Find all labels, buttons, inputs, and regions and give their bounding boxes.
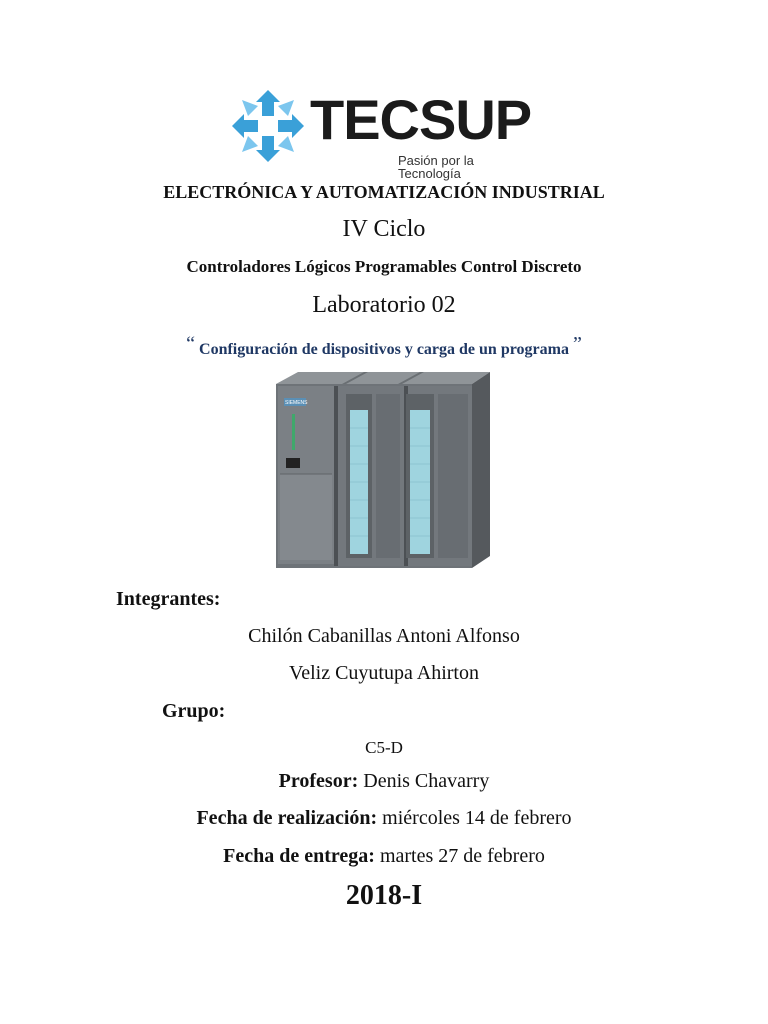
course-title: Controladores Lógicos Programables Control Discreto <box>186 257 582 276</box>
lab-subtitle <box>0 333 768 359</box>
plc-device-image <box>272 370 496 578</box>
cycle-title: IV Ciclo <box>342 216 426 242</box>
lab-title: Laboratorio 02 <box>312 292 456 318</box>
member-name: Chilón Cabanillas Antoni Alfonso <box>248 625 520 647</box>
realization-date-value: miércoles 14 de febrero <box>377 807 572 829</box>
professor-name: Denis Chavarry <box>358 770 490 792</box>
members-label: Integrantes: <box>116 588 221 610</box>
subtitle-text: Configuración de dispositivos y carga de un programa <box>199 341 569 358</box>
group-label: Grupo: <box>162 700 226 722</box>
delivery-date-label: Fecha de entrega: <box>223 845 375 867</box>
tecsup-arrows-icon <box>228 86 308 166</box>
delivery-date-line <box>0 845 768 868</box>
delivery-date-value: martes 27 de febrero <box>374 845 545 867</box>
close-quote: ” <box>572 333 582 355</box>
logo-wordmark: TECSUP <box>310 88 532 151</box>
professor-label: Profesor: <box>278 770 359 792</box>
professor-line <box>0 770 768 793</box>
realization-date-label: Fecha de realización: <box>196 807 378 829</box>
group-value: C5-D <box>365 738 403 757</box>
area-title: ELECTRÓNICA Y AUTOMATIZACIÓN INDUSTRIAL <box>163 182 605 202</box>
logo-tagline: Pasión por la Tecnología <box>398 153 474 181</box>
realization-date-line <box>0 807 768 830</box>
member-name: Veliz Cuyutupa Ahirton <box>289 662 479 684</box>
siemens-brand-text: SIEMENS <box>285 400 308 406</box>
open-quote: “ <box>186 333 196 355</box>
tecsup-logo <box>228 84 540 181</box>
academic-period: 2018-I <box>345 880 423 911</box>
